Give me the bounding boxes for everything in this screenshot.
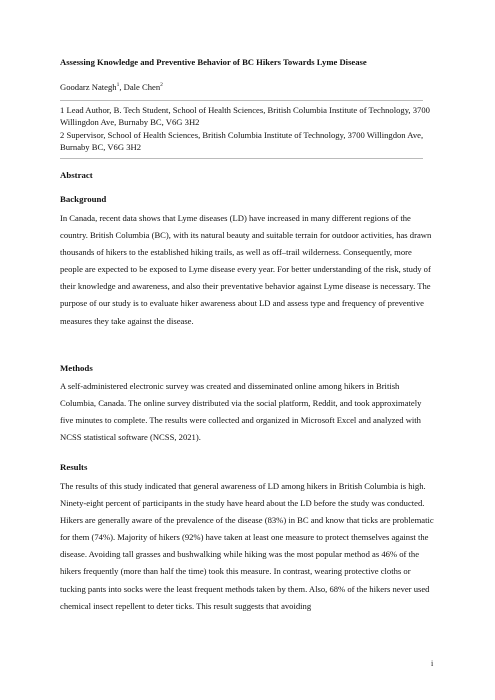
affiliation-marker: 1 bbox=[116, 82, 120, 89]
author-name: Dale Chen bbox=[123, 82, 161, 92]
affiliation-1: 1 Lead Author, B. Tech Student, School of Health Sciences, British Columbia Institute of Technology, 3700 Willingdon Ave, Burnaby BC, V6G 3H2 bbox=[60, 105, 430, 128]
affiliation-2: 2 Supervisor, School of Health Sciences, British Columbia Institute of Technology, 3700 Willingdon Ave, Burnaby BC, V6G 3H2 bbox=[60, 130, 424, 153]
section-heading-methods: Methods bbox=[60, 363, 93, 373]
section-text-background: In Canada, recent data shows that Lyme diseases (LD) have increased in many different regions of the country. British Columbia (BC), with its natural beauty and suitable terrain for outdoor activities, has drawn thousands of hikers to the established hiking trails, as well as off–trail wilderness. Consequently, more people are expected to be exposed to Lyme disease every year. For better understanding of the risk, study of their knowledge and awareness, and also their preventative behavior against Lyme disease is necessary. The purpose of our study is to evaluate hiker awareness about LD and assess type and frequency of preventive measures they take against the disease. bbox=[60, 213, 432, 326]
author-list bbox=[60, 82, 163, 92]
divider bbox=[60, 158, 423, 159]
section-text-methods: A self-administered electronic survey was created and disseminated online among hikers in British Columbia, Canada. The online survey distributed via the social platform, Reddit, and took approximately five minutes to complete. The results were collected and organized in Microsoft Excel and analyzed with NCSS statistical software (NCSS, 2021). bbox=[60, 381, 422, 443]
affiliation-marker: 2 bbox=[160, 82, 163, 89]
section-heading-results: Results bbox=[60, 462, 88, 472]
abstract-heading: Abstract bbox=[60, 170, 93, 180]
section-heading-background: Background bbox=[60, 194, 107, 204]
divider bbox=[60, 100, 423, 101]
page-number: i bbox=[431, 659, 434, 668]
author-name: Goodarz Nategh bbox=[60, 82, 117, 92]
paper-title: Assessing Knowledge and Preventive Behavior of BC Hikers Towards Lyme Disease bbox=[60, 57, 367, 67]
section-text-results: The results of this study indicated that general awareness of LD among hikers in British Columbia is high. Ninety-eight percent of participants in the study have heard about the LD before the study was conducted. Hikers are generally aware of the prevalence of the disease (83%) in BC and know that ticks are problematic for them (74%). Majority of hikers (92%) have taken at least one measure to protect themselves against the disease. Avoiding tall grasses and bushwalking while hiking was the most popular method as 46% of the hikers frequently (more than half the time) took this measure. In contrast, wearing protective cloths or tucking pants into socks were the least frequent methods taken by them. Also, 68% of the hikers never used chemical insect repellent to deter ticks. This result suggests that avoiding bbox=[60, 481, 434, 611]
author-separator: , bbox=[119, 82, 124, 92]
